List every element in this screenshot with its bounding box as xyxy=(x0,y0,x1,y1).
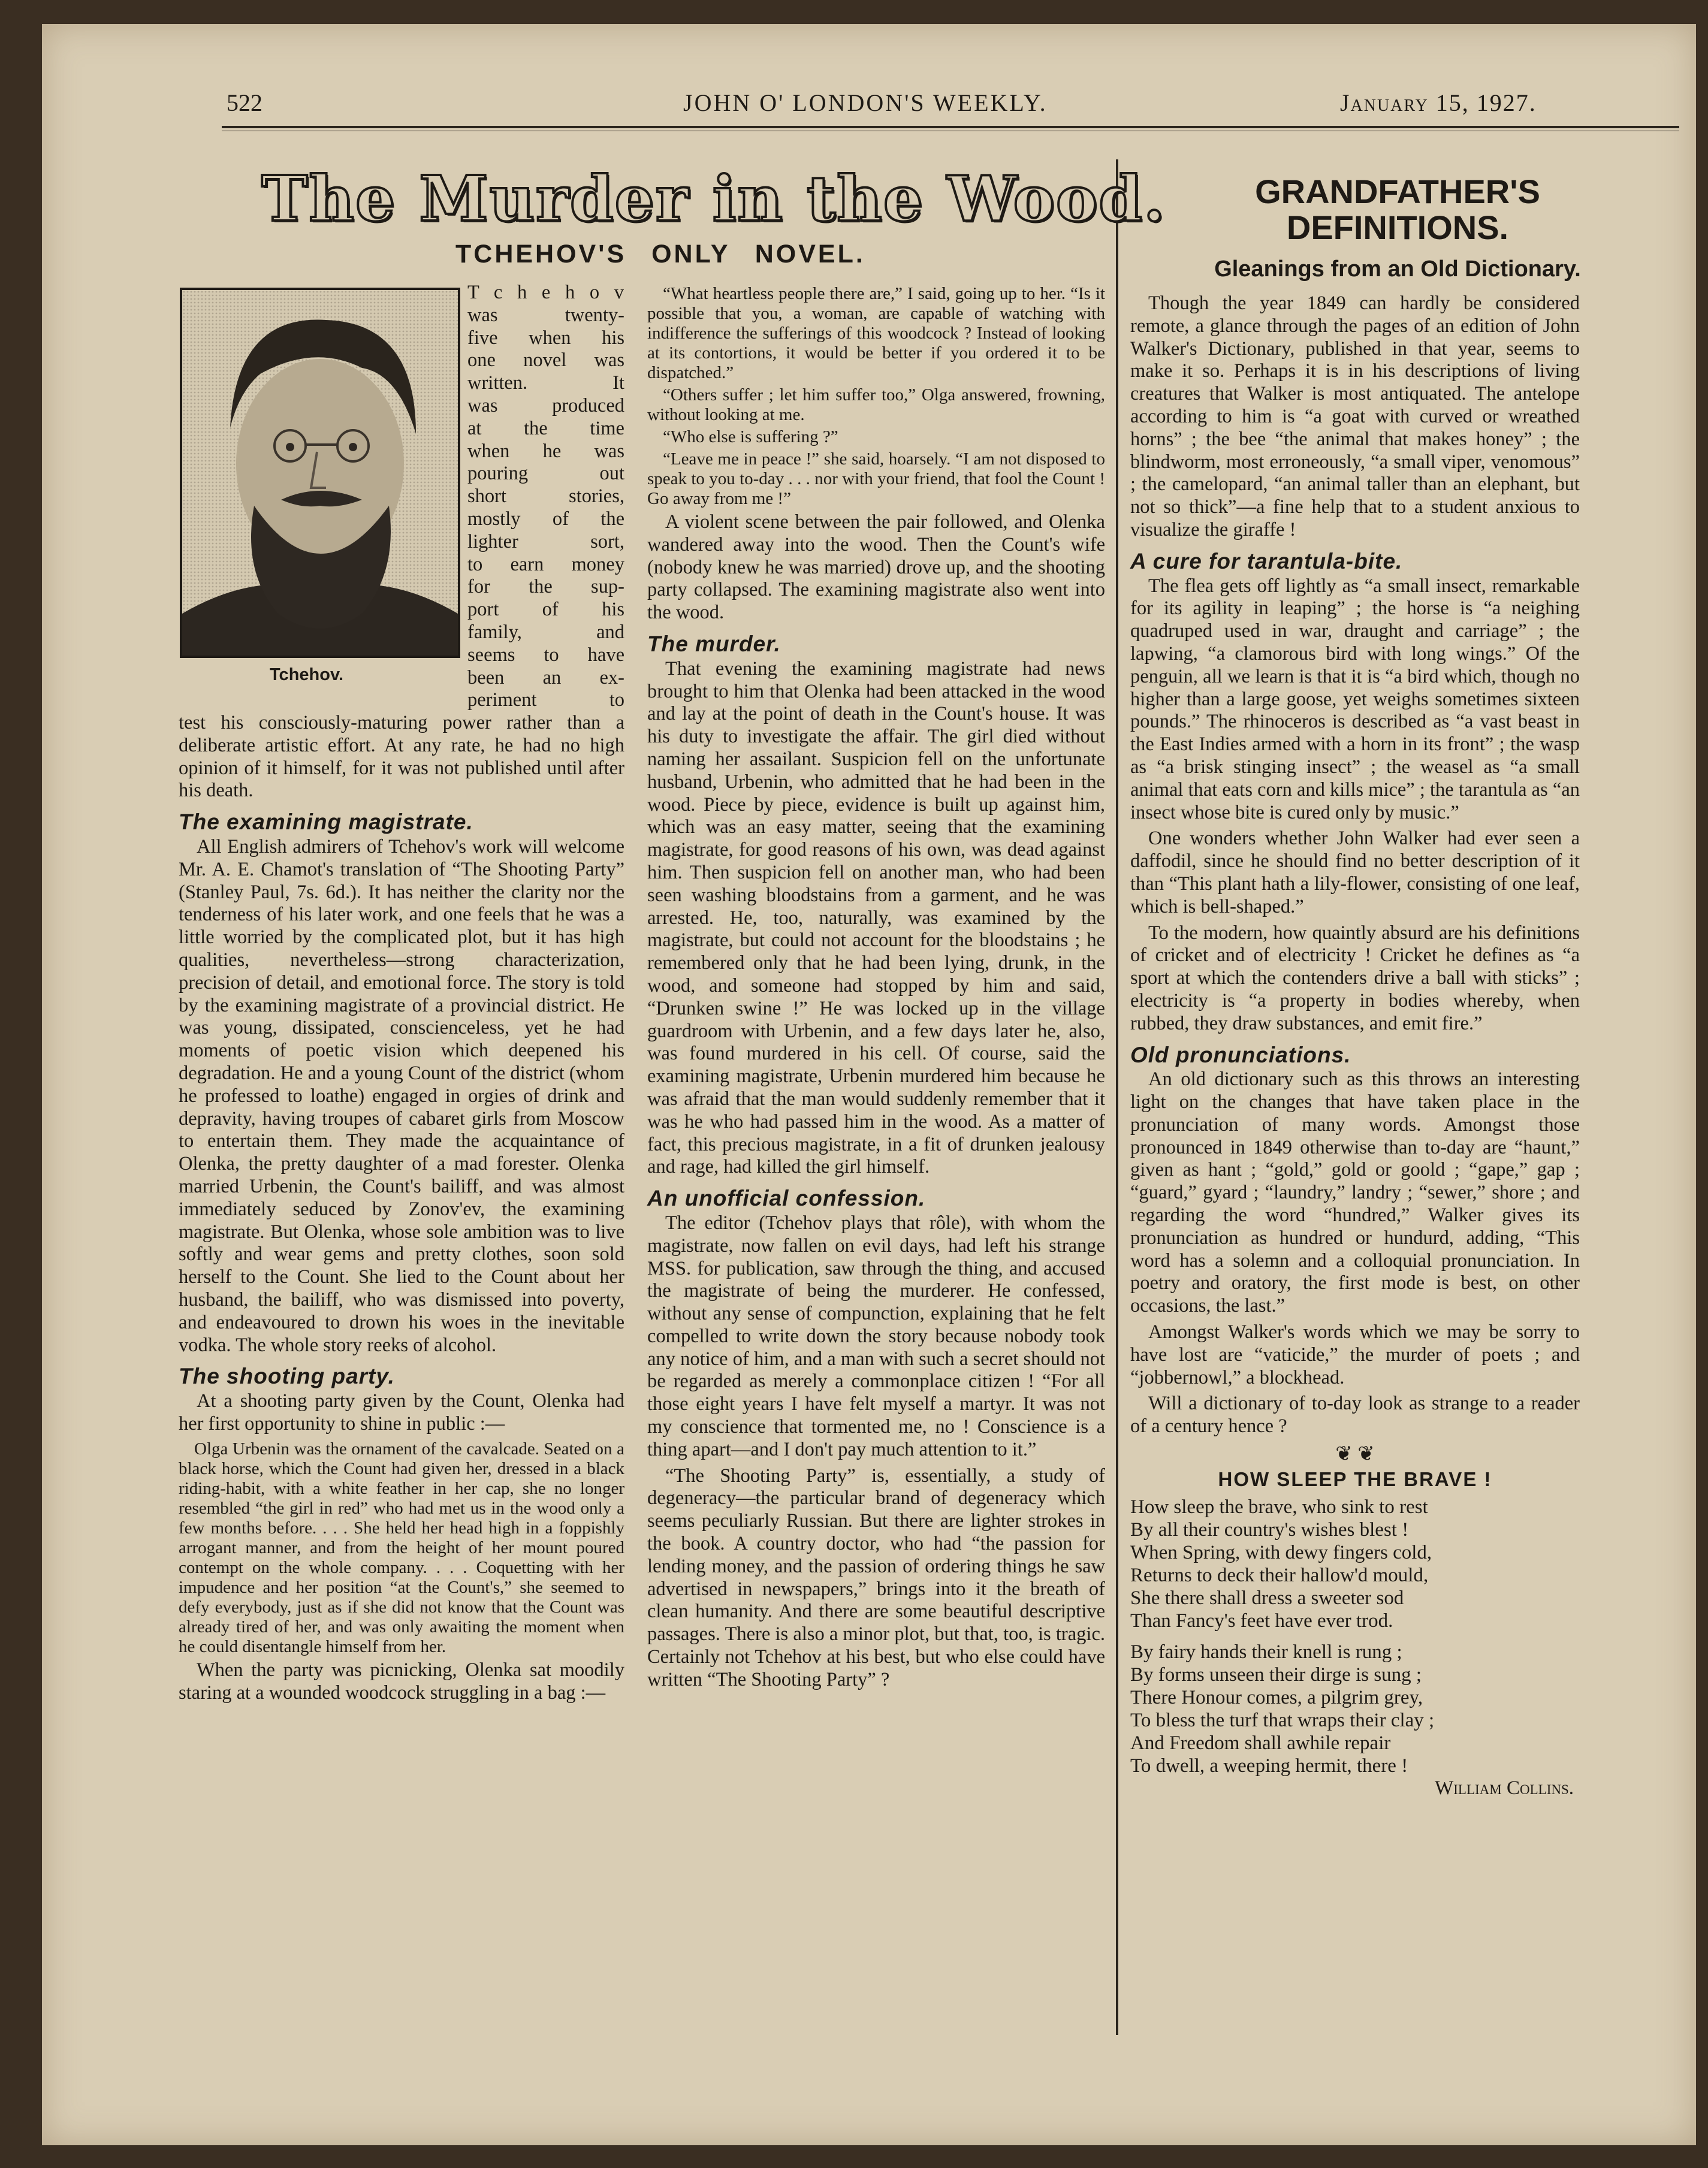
paragraph-tarantula: The flea gets off lightly as “a small insect, remarkable for its agility in leaping” ; the horse is “a neighing quadruped used in war, draught and carriage” ; the lapwing, “a clamorous bird with long wings.” Of the penguin, all we learn is that it is “a bird which, though no higher than a large goose, yet weighs sometimes sixteen pounds.” The rhinoceros is described as “a vast beast in the East Indies armed with a horn in its front” ; the wasp as “a brisk stinging insect” ; the weasel as “a small animal that eats corn and kills mice” ; the tarantula as “an insect whose bite is cured only by music.” xyxy=(1130,575,1580,823)
sidebar-subtitle: Gleanings from an Old Dictionary. xyxy=(1214,256,1581,282)
intro-line: family, and xyxy=(467,621,624,643)
poem-line: By fairy hands their knell is rung ; xyxy=(1130,1641,1402,1663)
poem-line: Than Fancy's feet have ever trod. xyxy=(1130,1610,1393,1632)
tchehov-portrait xyxy=(180,288,460,658)
intro-beside-photo xyxy=(467,282,624,712)
paragraph-shooting: At a shooting party given by the Count, Olenka had her first opportunity to shine in public :— xyxy=(179,1390,624,1435)
header-rule xyxy=(222,126,1679,128)
intro-line: T c h e h o v xyxy=(467,282,624,303)
paragraph-lost-words: Amongst Walker's words which we may be sorry to have lost are “vaticide,” the murder of poets ; and “jobbernowl,” a blockhead. xyxy=(1130,1321,1580,1388)
paragraph-violent-scene: A violent scene between the pair followed, and Olenka wandered away into the wood. Then the Count's wife (nobody knew he was married) drove up, and the shooting party collapsed. The examining magistrate also went into the wood. xyxy=(647,511,1105,624)
article-column-2 xyxy=(647,284,1105,1695)
poem-line: To bless the turf that wraps their clay ; xyxy=(1130,1709,1435,1731)
portrait-image xyxy=(182,290,458,656)
poem-line: By all their country's wishes blest ! xyxy=(1130,1518,1409,1541)
poem-stanza-2 xyxy=(1130,1641,1580,1777)
paragraph-pronunciations: An old dictionary such as this throws an interesting light on the changes that have taken place in the pronunciation of many words. Amongst those pronounced in 1849 otherwise than to-day are “haunt,” given as hant ; “gold,” gold or goold ; “gape,” gap ; “guard,” gyard ; “laundry,” landry ; “sewer,” shore ; and regarding the word “hundred,” Walker gives its pronunciation as hundred or hundurd, adding, “This word has a solemn and a colloquial pronunciation. In poetry and oratory, the first mode is best, on other occasions, the last.” xyxy=(1130,1068,1580,1317)
poem-stanza-1 xyxy=(1130,1496,1580,1632)
poem-line: How sleep the brave, who sink to rest xyxy=(1130,1496,1428,1518)
poem-title: HOW SLEEP THE BRAVE ! xyxy=(1218,1468,1492,1490)
heading-pronunciations: Old pronunciations. xyxy=(1130,1042,1351,1067)
intro-line: port of his xyxy=(467,599,624,621)
intro-line: was twenty- xyxy=(467,304,624,326)
page-number: 522 xyxy=(227,89,262,116)
ornament-icon: ❦ ❦ xyxy=(1335,1443,1375,1466)
quote-woodcock-3: “Who else is suffering ?” xyxy=(663,427,838,446)
intro-line: when he was xyxy=(467,440,624,462)
intro-line: written. It xyxy=(467,372,624,394)
intro-line: periment to xyxy=(467,689,624,711)
sidebar-column xyxy=(1130,292,1580,1799)
poem-line: When Spring, with dewy fingers cold, xyxy=(1130,1541,1432,1563)
article-column-1 xyxy=(179,712,624,1708)
heading-murder: The murder. xyxy=(647,631,781,656)
intro-line: one novel was xyxy=(467,349,624,372)
paragraph-daffodil: One wonders whether John Walker had ever seen a daffodil, since he should find no better description of it than “This plant hath a lily-flower, consisting of one leaf, which is bell-shaped.” xyxy=(1130,828,1580,917)
photo-caption: Tchehov. xyxy=(270,665,343,684)
paragraph-degeneracy: “The Shooting Party” is, essentially, a study of degeneracy—the particular brand of degeneracy which seems peculiarly Russian. But there are lighter strokes in the book. A country doctor, who had “the passion for lending money, and the passion of ordering things he saw advertised in newspapers,” brings into it the breath of clean humanity. And there are some beautiful descriptive passages. There is also a minor plot, but that, too, is tragic. Certainly not Tchehov at his best, but who else could have written “The Shooting Party” ? xyxy=(647,1465,1105,1690)
sidebar-title-line: GRANDFATHER'S xyxy=(1255,173,1540,210)
sidebar-intro: Though the year 1849 can hardly be considered remote, a glance through the pages of an edition of John Walker's Dictionary, published in that year, seems to make it so. Perhaps it is in his descriptions of living creatures that Walker is most antiquated. The antelope according to him is “a goat with curved or wreathed horns” ; the bee “the animal that makes honey” ; the blindworm, most erroneously, “a small viper, venomous” ; the camelopard, “an animal taller than an elephant, but not so thick”—a fine help that to a student anxious to visualize the giraffe ! xyxy=(1130,292,1580,541)
intro-line: to earn money xyxy=(467,553,624,575)
intro-line: was produced xyxy=(467,394,624,416)
sidebar-title xyxy=(1128,174,1667,246)
paragraph-picnic: When the party was picnicking, Olenka sat moodily staring at a wounded woodcock struggling in a bag :— xyxy=(179,1659,624,1704)
article-title: The Murder in the Wood. xyxy=(261,162,1167,235)
poem-line: And Freedom shall awhile repair xyxy=(1130,1732,1391,1754)
quote-woodcock-4: “Leave me in peace !” she said, hoarsely. “I am not disposed to speak to you to-day . . . nor with your friend, that fool the Count ! Go away from me !” xyxy=(647,449,1105,508)
heading-confession: An unofficial confession. xyxy=(647,1186,926,1211)
intro-line: at the time xyxy=(467,417,624,439)
intro-line: mostly of the xyxy=(467,508,624,530)
intro-line: been an ex- xyxy=(467,666,624,689)
poem-line: Returns to deck their hallow'd mould, xyxy=(1130,1564,1429,1586)
intro-line: seems to have xyxy=(467,644,624,666)
article-subtitle: TCHEHOV'S ONLY NOVEL. xyxy=(455,240,865,268)
issue-date: January 15, 1927. xyxy=(1340,89,1537,116)
quote-woodcock-1: “What heartless people there are,” I said, going up to her. “Is it possible that you, a woman, are capable of watching with indifference the sufferings of this woodcock ? Instead of looking at its contortions, it would be better if you ordered it to be dispatched.” xyxy=(647,284,1105,382)
column-divider xyxy=(1116,159,1118,2035)
heading-shooting-party: The shooting party. xyxy=(179,1364,395,1389)
poem-line: There Honour comes, a pilgrim grey, xyxy=(1130,1686,1423,1708)
paragraph-examining: All English admirers of Tchehov's work will welcome Mr. A. E. Chamot's translation of “The Shooting Party” (Stanley Paul, 7s. 6d.). It has neither the clarity nor the tenderness of his later work, and one feels that he was a little worried by the complicated plot, but it has high qualities, nevertheless—strong characterization, precision of detail, and emotional force. The story is told by the examining magistrate of a provincial district. He was young, dissipated, conscienceless, yet he had moments of poetic vision which deepened his degradation. He and a young Count of the district (whom he professed to loathe) engaged in orgies of drink and depravity, having troupes of cabaret girls from Moscow to entertain them. They made the acquaintance of Olenka, the pretty daughter of a mad forester. Olenka married Urbenin, the Count's bailiff, and was almost immediately seduced by Zonov'ev, the examining magistrate. But Olenka, whose sole ambition was to live softly and wear gems and pretty clothes, soon sold herself to the Count. She lied to the Count about her husband, the bailiff, who was dismissed into poverty, and endeavoured to drown his woes in the inevitable vodka. The whole story reeks of alcohol. xyxy=(179,835,624,1356)
paragraph-murder: That evening the examining magistrate had news brought to him that Olenka had been attacked in the wood and lay at the point of death in the Count's house. It was his duty to investigate the affair. The girl died without naming her assailant. Suspicion fell on the unfortunate husband, Urbenin, who admitted that he had been in the wood. Piece by piece, evidence is built up against him, which was an easy matter, seeing that the examining magistrate, for good reasons of his own, was dead against him. Then suspicion fell on another man, who had been seen washing bloodstains from a garment, and he was arrested. He, too, naturally, was examined by the magistrate, but could not account for the bloodstains ; he remembered only that he had been lying, drunk, in the wood, and someone had stopped by him and said, “Drunken swine !” He was locked up in the village guardroom with Urbenin, and a few days later he, also, was found murdered in his cell. Of course, said the examining magistrate, Urbenin murdered him because he was afraid that the man would suddenly remember that it was he who had passed him in the wood. As a matter of fact, this precious magistrate, in a fit of drunken jealousy and rage, had killed the girl himself. xyxy=(647,657,1105,1178)
quote-woodcock-2: “Others suffer ; let him suffer too,” Olga answered, frowning, without looking at me. xyxy=(647,385,1105,424)
intro-line: five when his xyxy=(467,327,624,349)
publication-name: JOHN O' LONDON'S WEEKLY. xyxy=(683,89,1048,116)
quote-olga: Olga Urbenin was the ornament of the cavalcade. Seated on a black horse, which the Count had given her, dressed in a black riding-habit, with a white feather in her cap, she no longer resembled “the girl in red” who had met us in the wood only a few months before. . . . She held her head high in a foppishly arrogant manner, and from the height of her mount poured contempt on the whole company. . . . Coquetting with her impudence and her position “at the Count's,” she seemed to defy everybody, just as if she did not know that the Count was already tired of her, and was only awaiting the moment when he could disentangle himself from her. xyxy=(179,1439,624,1656)
heading-tarantula: A cure for tarantula-bite. xyxy=(1130,548,1403,573)
paragraph-cricket: To the modern, how quaintly absurd are his definitions of cricket and of electricity ! Cricket he defines as “a sport at which the contenders drive a ball with sticks” ; electricity is “a property in bodies whereby, when rubbed, they draw substances, and emit fire.” xyxy=(1130,922,1580,1034)
poem-author: William Collins. xyxy=(1435,1777,1574,1799)
poem-line: To dwell, a weeping hermit, there ! xyxy=(1130,1755,1408,1777)
intro-continuation: test his consciously-maturing power rather than a deliberate artistic effort. At any rate, he had no high opinion of it himself, for it was not published until after his death. xyxy=(179,712,624,802)
paragraph-confession: The editor (Tchehov plays that rôle), with whom the magistrate, now fallen on evil days, had left his strange MSS. for publication, saw through the thing, and accused the magistrate of being the murderer. He confessed, without any sense of compunction, explaining that he felt compelled to write down the story because nobody took any notice of him, and a man with such a secret should not be regarded as merely a commonplace citizen ! “For all those eight years I have felt myself a martyr. It was not my conscience that tormented me, no ! Conscience is a thing apart—and I don't pay much attention to it.” xyxy=(647,1212,1105,1460)
poem-line: By forms unseen their dirge is sung ; xyxy=(1130,1663,1422,1686)
poem-line: She there shall dress a sweeter sod xyxy=(1130,1587,1404,1609)
intro-line: for the sup- xyxy=(467,576,624,598)
sidebar-title-line: DEFINITIONS. xyxy=(1286,209,1509,246)
intro-line: pouring out xyxy=(467,463,624,485)
paragraph-question: Will a dictionary of to-day look as strange to a reader of a century hence ? xyxy=(1130,1393,1580,1438)
heading-examining-magistrate: The examining magistrate. xyxy=(179,810,473,835)
intro-line: short stories, xyxy=(467,485,624,508)
intro-line: lighter sort, xyxy=(467,530,624,552)
